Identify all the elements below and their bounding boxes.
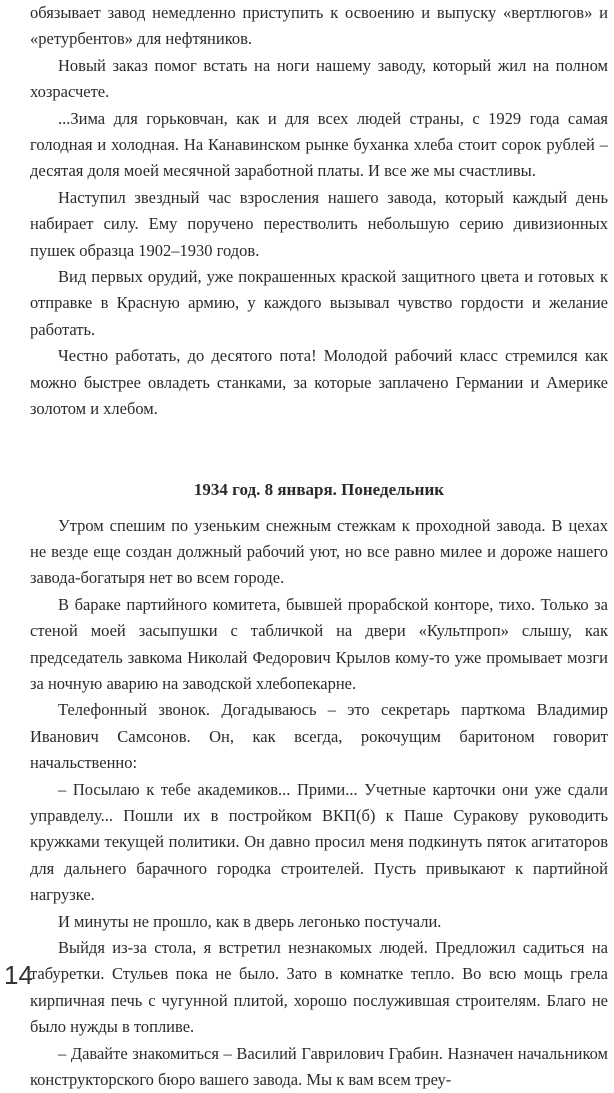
text-block-bottom: [30, 513, 608, 1093]
paragraph: В бараке партийного комитета, бывшей прорабской конторе, тихо. Только за стеной моей засыпушки с табличкой на двери «Культпроп» слышу, как председатель завкома Николай Федорович Крылов кому-то уже промывает мозги за ночную аварию на заводской хлебопекарне.: [30, 592, 608, 698]
section-gap: [30, 423, 608, 477]
paragraph: Утром спешим по узеньким снежным стежкам к проходной завода. В цехах не везде еще создан должный рабочий уют, но все равно милее и дороже нашего завода-богатыря нет во всем городе.: [30, 513, 608, 592]
paragraph: – Давайте знакомиться – Василий Гаврилович Грабин. Назначен начальником конструкторского бюро вашего завода. Мы к вам всем треу-: [30, 1041, 608, 1093]
paragraph: Новый заказ помог встать на ноги нашему заводу, который жил на полном хозрасчете.: [30, 53, 608, 106]
paragraph: Честно работать, до десятого пота! Молодой рабочий класс стремился как можно быстрее овладеть станками, за которые заплачено Германии и Америке золотом и хлебом.: [30, 343, 608, 422]
paragraph: ...Зима для горьковчан, как и для всех людей страны, с 1929 года самая голодная и холодная. На Канавинском рынке буханка хлеба стоит сорок рублей – десятая доля моей месячной заработной платы. И все же мы счастливы.: [30, 106, 608, 185]
paragraph: Наступил звездный час взросления нашего завода, который каждый день набирает силу. Ему поручено перестволить небольшую серию дивизионных пушек образца 1902–1930 годов.: [30, 185, 608, 264]
paragraph: – Посылаю к тебе академиков... Прими... Учетные карточки они уже сдали управделу... Пошли их в постройком ВКП(б) к Паше Суракову руководить кружками текущей политики. Он давно просил меня подкинуть пяток агитаторов для дальнего барачного городка строителей. Пусть привыкают к партийной нагрузке.: [30, 777, 608, 909]
page-number: 14: [4, 960, 33, 991]
text-block-top: [30, 0, 608, 423]
paragraph: И минуты не прошло, как в дверь легонько постучали.: [30, 909, 608, 935]
paragraph: Вид первых орудий, уже покрашенных краской защитного цвета и готовых к отправке в Красную армию, у каждого вызывал чувство гордости и желание работать.: [30, 264, 608, 343]
paragraph: Телефонный звонок. Догадываюсь – это секретарь парткома Владимир Иванович Самсонов. Он, как всегда, рокочущим баритоном говорит начальственно:: [30, 697, 608, 776]
paragraph: обязывает завод немедленно приступить к освоению и выпуску «вертлюгов» и «ретурбентов» для нефтяников.: [30, 0, 608, 53]
section-heading: 1934 год. 8 января. Понедельник: [30, 477, 608, 503]
paragraph: Выйдя из-за стола, я встретил незнакомых людей. Предложил садиться на табуретки. Стульев пока не было. Зато в комнатке тепло. Во всю мощь грела кирпичная печь с чугунной плитой, хорошо послужившая строителям. Благо не было нужды в топливе.: [30, 935, 608, 1041]
